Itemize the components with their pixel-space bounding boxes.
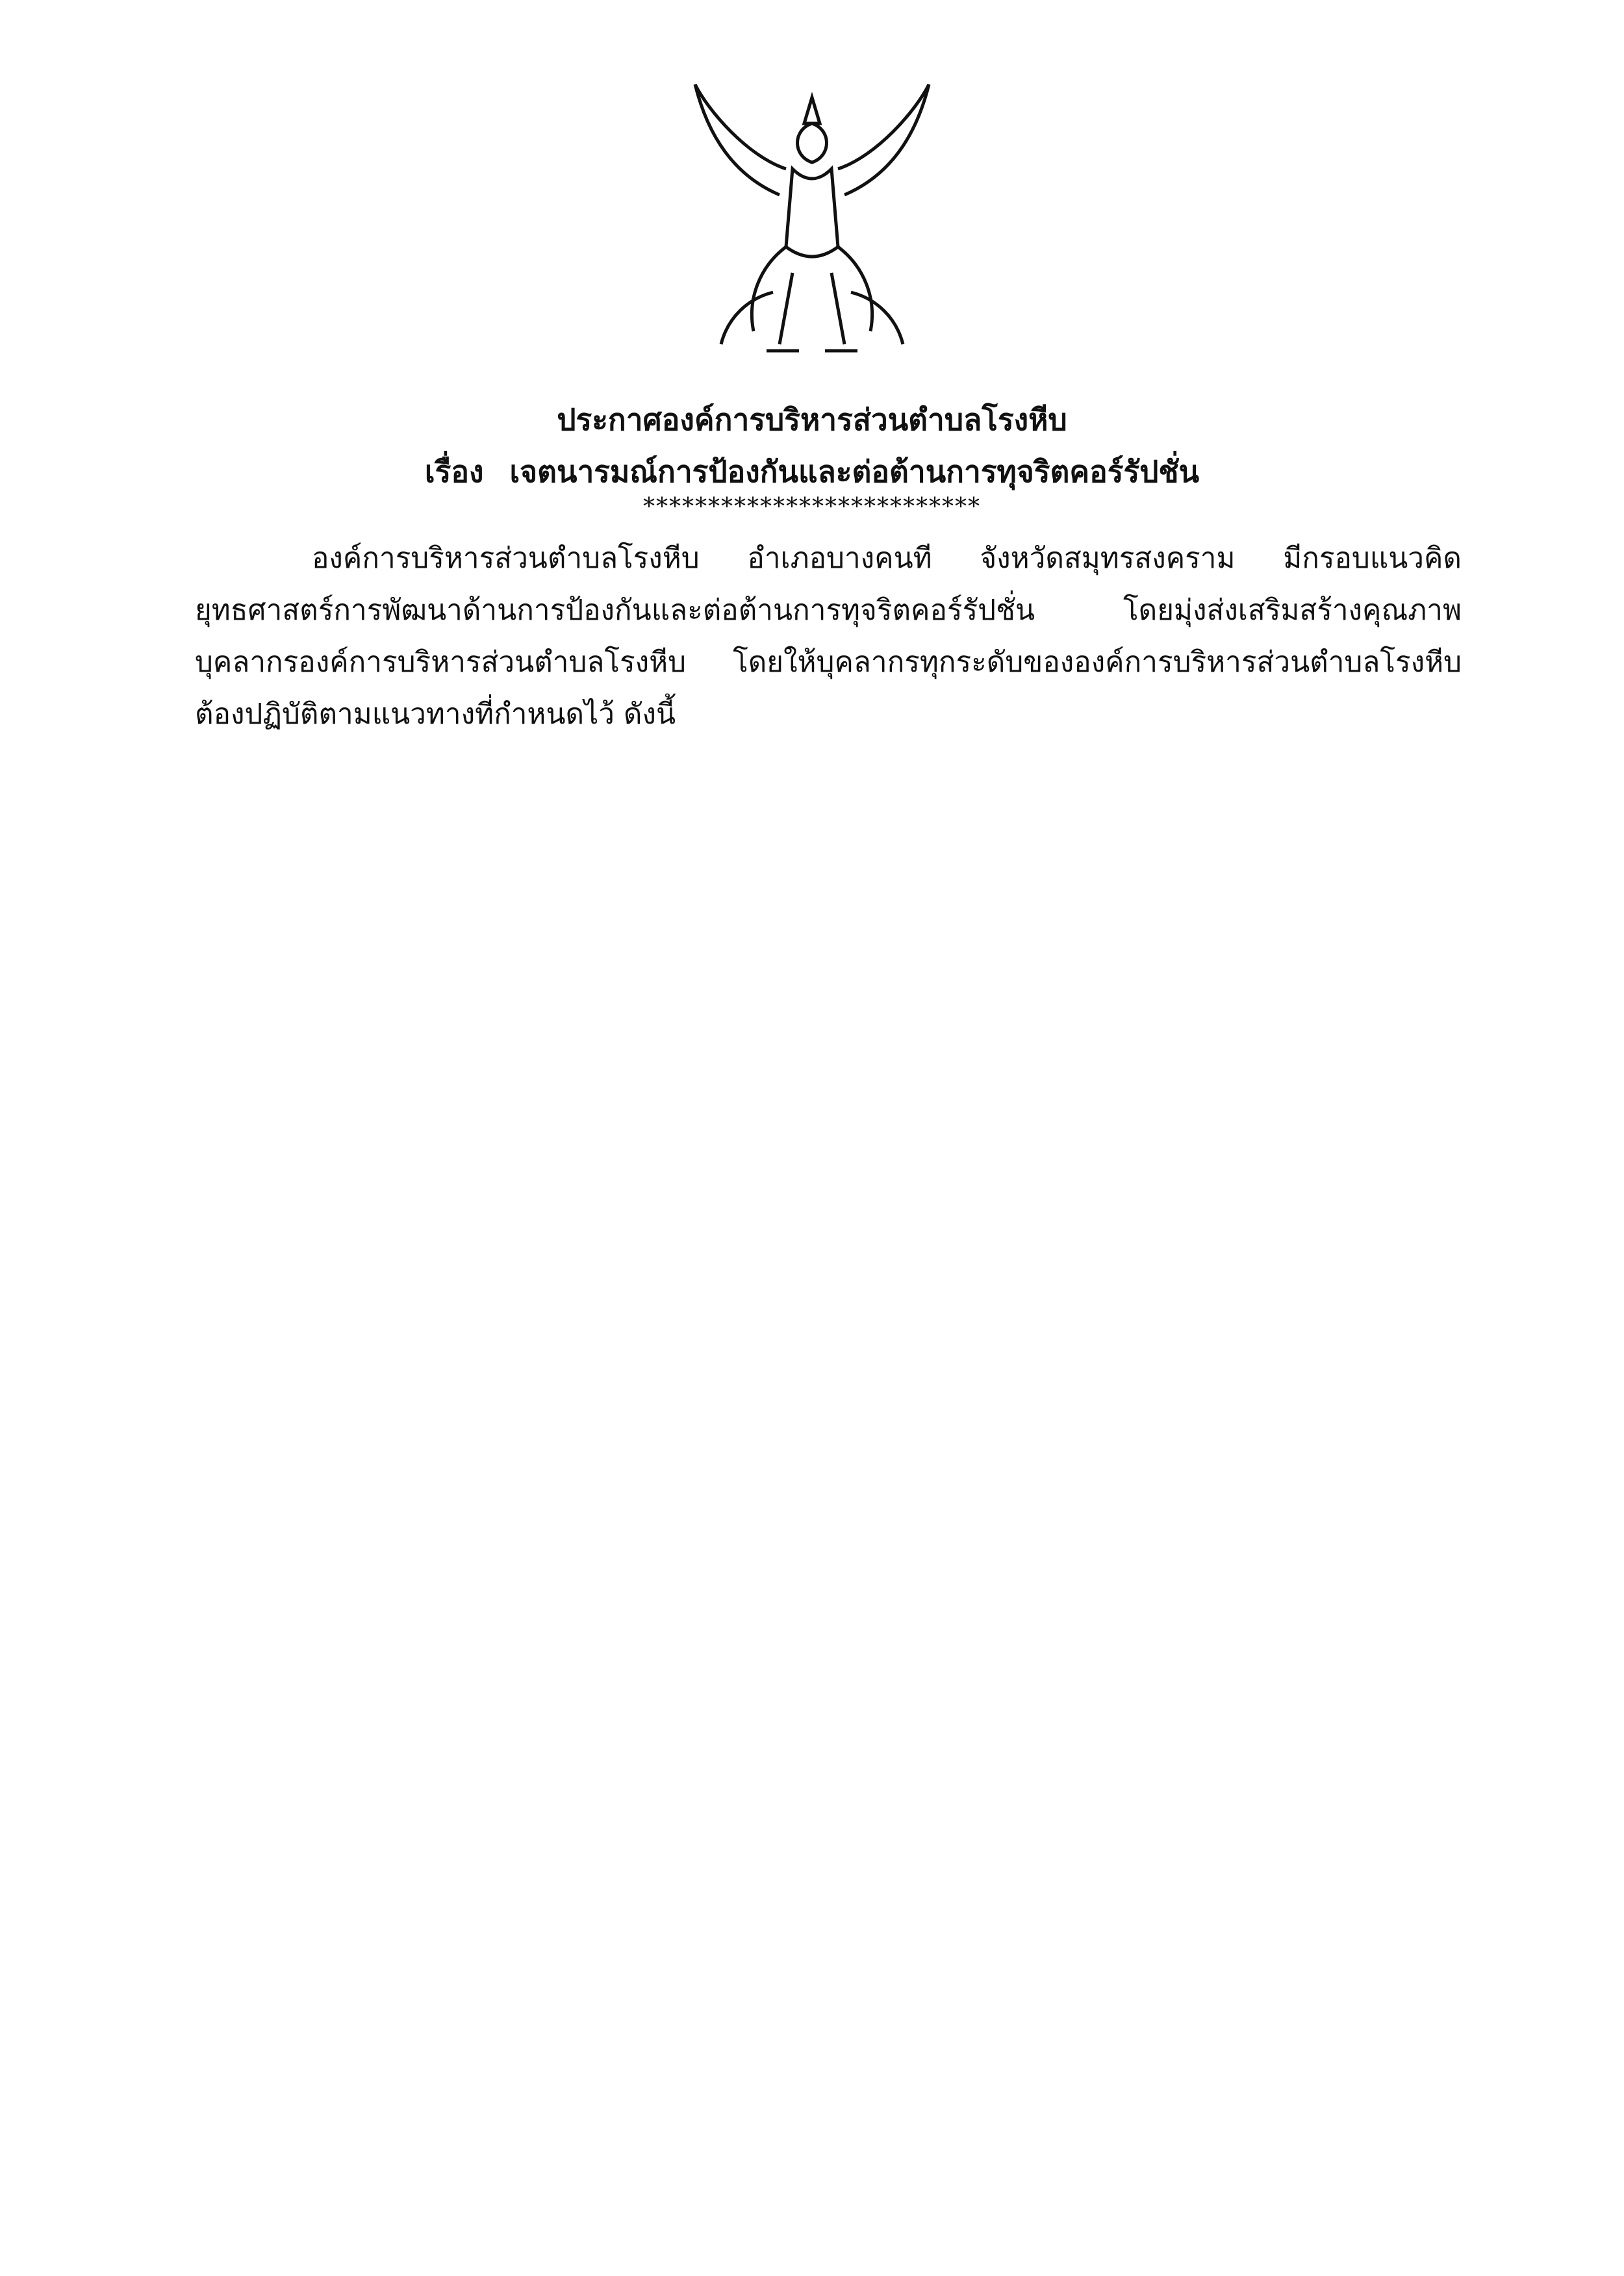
body-paragraph: องค์การบริหารส่วนตำบลโรงหีบ อำเภอบางคนที จังหวัดสมุทรสงคราม มีกรอบแนวคิดยุทธศาสตร์การพัฒนาด้านการป้องกันและต่อต้านการทุจริตคอร์รัปชั่น โดยมุ่งส่งเสริมสร้างคุณภาพบุคลากรองค์การบริหารส่วนตำบลโรงหีบ โดยให้บุคลากรทุกระดับขององค์การบริหารส่วนตำบลโรงหีบต้องปฏิบัติตามแนวทางที่กำหนดไว้ ดังนี้ — [195, 542, 1462, 731]
subject-label: เรื่อง — [424, 454, 484, 489]
document-subject — [0, 448, 1624, 496]
subject-text: เจตนารมณ์การป้องกันและต่อต้านการทุจริตคอร์รัปชั่น — [509, 454, 1200, 489]
document-body — [195, 533, 1462, 766]
garuda-emblem-icon — [682, 78, 942, 377]
asterisk-rule: ************************** — [643, 494, 981, 520]
document-title: ประกาศองค์การบริหารส่วนตำบลโรงหีบ — [557, 402, 1067, 437]
